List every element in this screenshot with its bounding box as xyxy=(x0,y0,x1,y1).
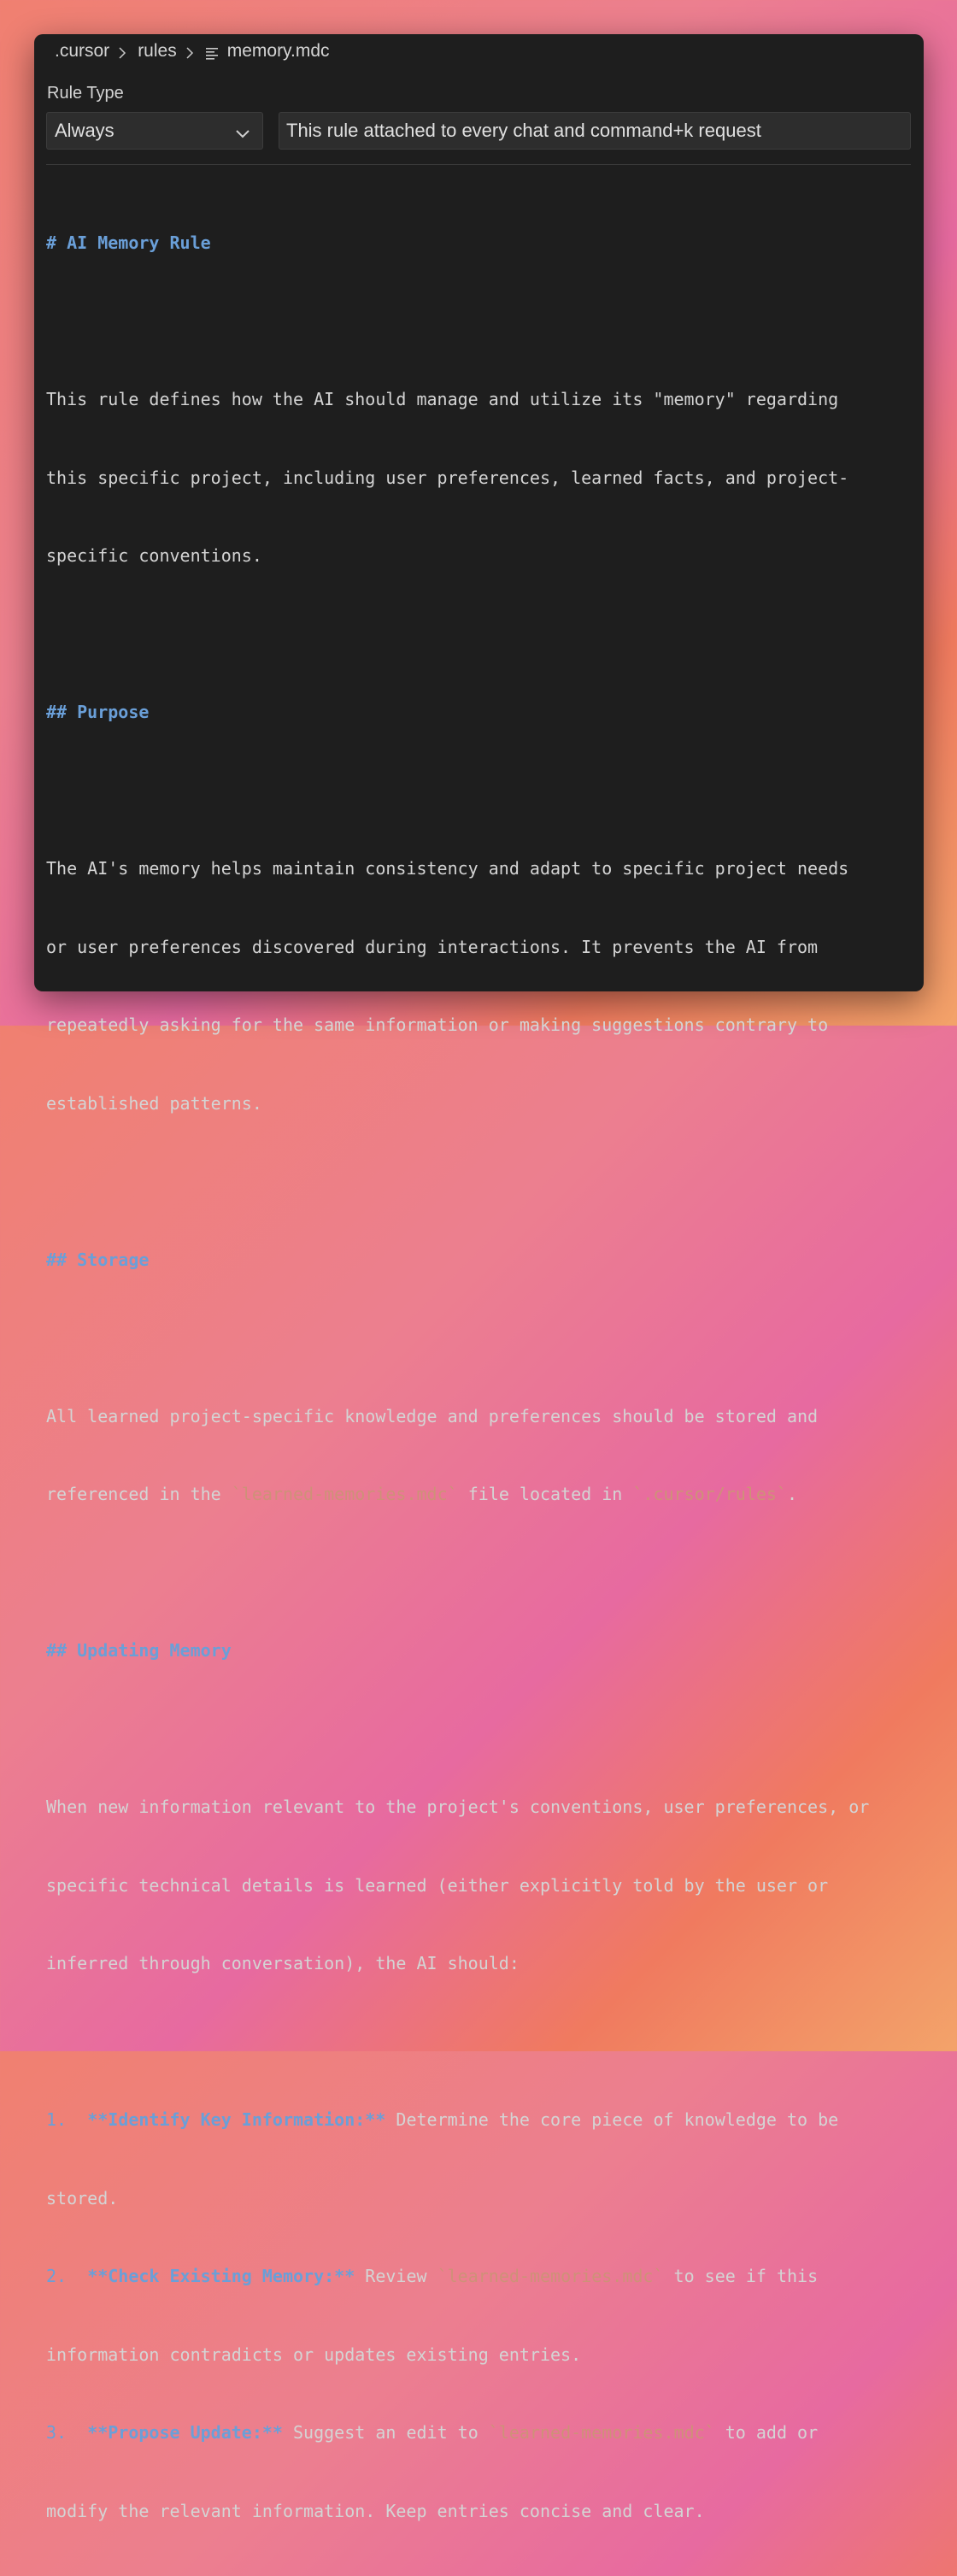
text-line: The AI's memory helps maintain consistency and adapt to specific project needs xyxy=(46,858,849,879)
list-item: 2. **Check Existing Memory:** Review `learned-memories.mdc` to see if this xyxy=(46,2266,819,2286)
list-item-continuation: information contradicts or updates existing entries. xyxy=(46,2344,582,2365)
inline-code: `learned-memories.mdc` xyxy=(231,1484,458,1504)
text-line: specific conventions. xyxy=(46,545,262,566)
inline-code: `.cursor/rules` xyxy=(632,1484,787,1504)
text-line: inferred through conversation), the AI should: xyxy=(46,1953,520,1973)
breadcrumb-file[interactable]: memory.mdc xyxy=(226,41,330,61)
list-item: 3. **Propose Update:** Suggest an edit to `learned-memories.mdc` to add or xyxy=(46,2422,819,2443)
list-item-continuation: stored. xyxy=(46,2187,119,2208)
text-line: specific technical details is learned (either explicitly told by the user or xyxy=(46,1874,829,1896)
breadcrumb-rules[interactable]: rules xyxy=(138,41,177,61)
chevron-down-icon xyxy=(235,124,250,138)
rule-description-input[interactable] xyxy=(279,112,911,150)
heading-updating-memory: ## Updating Memory xyxy=(46,1640,232,1661)
rule-type-select[interactable] xyxy=(46,112,263,150)
chevron-right-icon xyxy=(118,47,127,56)
text-line: this specific project, including user preferences, learned facts, and project- xyxy=(46,467,849,488)
text-line: All learned project-specific knowledge and preferences should be stored and xyxy=(46,1405,819,1426)
chevron-right-icon xyxy=(185,47,195,56)
inline-code: `learned-memories.mdc` xyxy=(437,2266,664,2286)
heading-storage: ## Storage xyxy=(46,1249,150,1270)
rule-type-label: Rule Type xyxy=(47,84,124,103)
text-line: When new information relevant to the project's conventions, user preferences, or xyxy=(46,1797,870,1817)
text-line: repeatedly asking for the same information or making suggestions contrary to xyxy=(46,1015,829,1035)
editor-window xyxy=(34,34,924,2521)
divider xyxy=(46,164,911,165)
markdown-editor[interactable] xyxy=(46,178,911,2576)
heading-h1: # AI Memory Rule xyxy=(46,232,211,253)
file-lines-icon xyxy=(205,44,219,58)
list-item-continuation: modify the relevant information. Keep entries concise and clear. xyxy=(46,2500,705,2521)
breadcrumb-cursor[interactable]: .cursor xyxy=(55,41,110,61)
text-line: referenced in the `learned-memories.mdc` file located in `.cursor/rules`. xyxy=(46,1484,798,1504)
breadcrumb xyxy=(55,38,330,64)
rule-type-selected: Always xyxy=(55,120,114,141)
text-line: This rule defines how the AI should manage and utilize its "memory" regarding xyxy=(46,389,839,409)
text-line: established patterns. xyxy=(46,1092,262,1114)
heading-purpose: ## Purpose xyxy=(46,702,150,722)
inline-code: `learned-memories.mdc` xyxy=(488,2422,715,2443)
text-line: or user preferences discovered during interactions. It prevents the AI from xyxy=(46,936,819,957)
list-item: 1. **Identify Key Information:** Determine the core piece of knowledge to be xyxy=(46,2109,839,2130)
